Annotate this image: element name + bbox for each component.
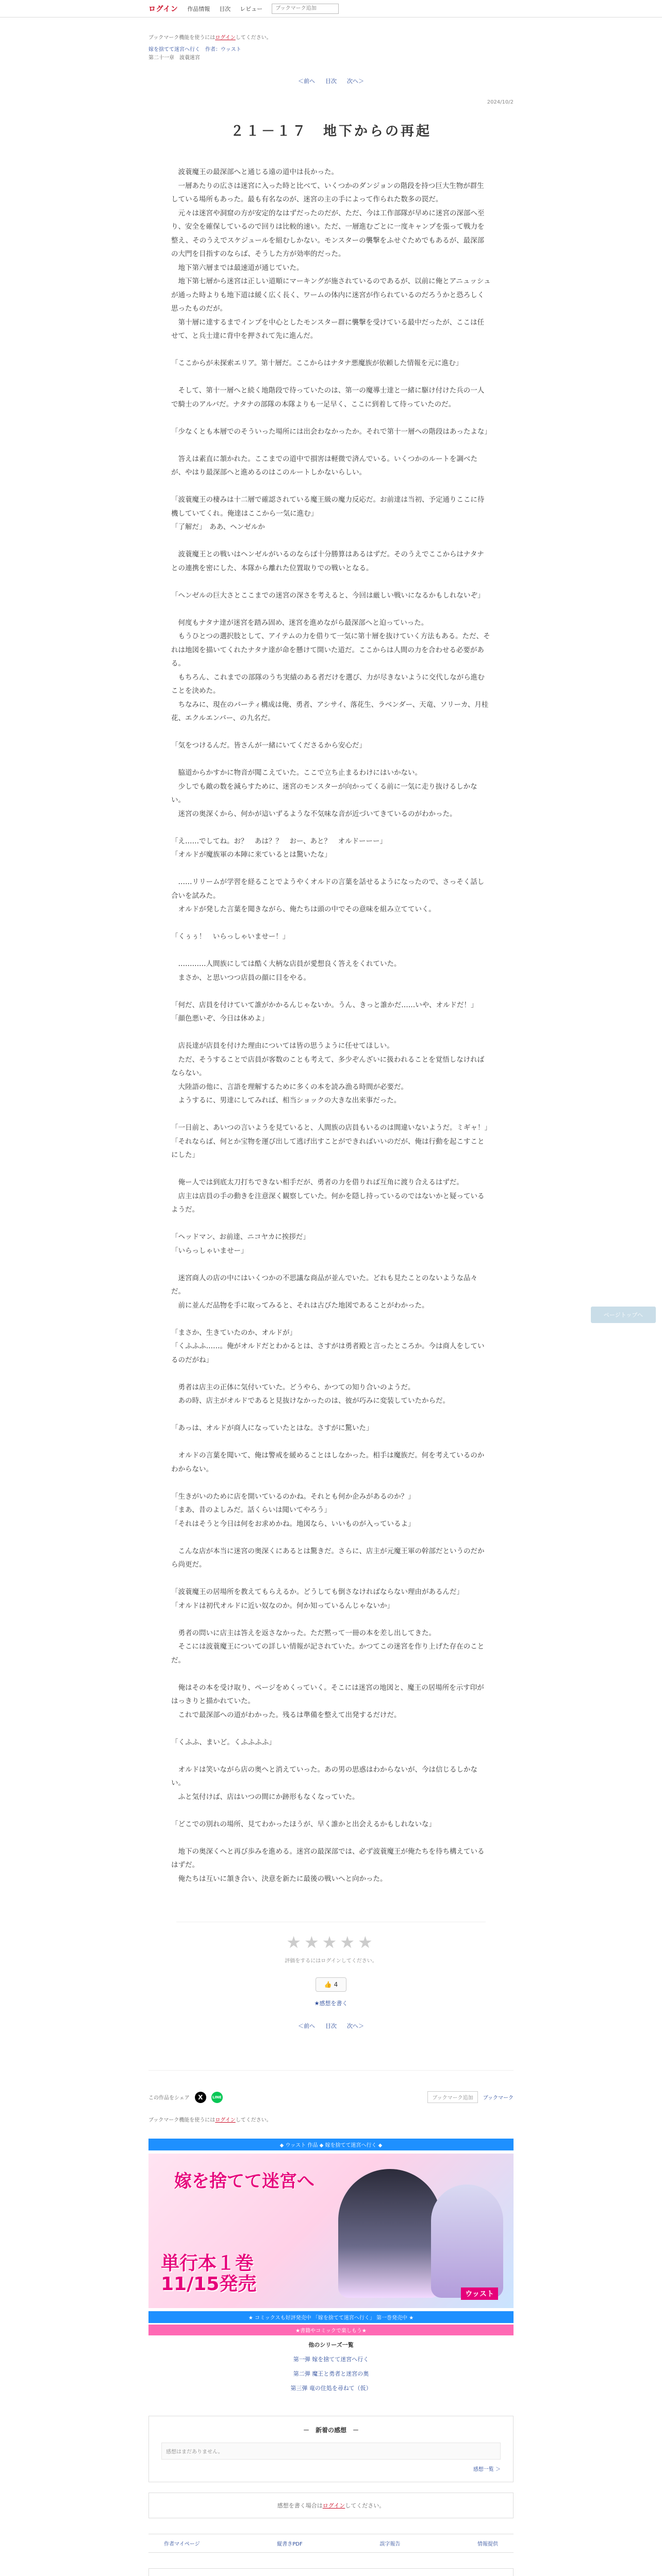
body-paragraph: 「くふふふ……。俺がオルドだとわかるとは、さすがは勇者殿と言ったところか。今は商人をしているのだがね」 [171,1342,485,1364]
body-paragraph [171,438,491,452]
body-paragraph: これで最深部への道がわかった。残るは準備を整えて出発するだけだ。 [171,1710,401,1719]
ad-badge-line1: 単行本１巻 [161,2253,254,2274]
login-notice [148,18,514,46]
body-paragraph: 「それはそうと今日は何をお求めかね。地図なら、いいものが入っているよ」 [171,1519,415,1528]
body-paragraph [171,1804,491,1818]
body-paragraph: 「波蓑魔王の棲みは十二層で確認されている魔王級の魔力反応だ。お前達は当初、予定通りここに待機していてくれ。俺達はここから一気に進む」 [171,496,485,518]
login-notice-bottom [148,2113,514,2128]
author-mypage-link[interactable]: 作者マイページ [164,2541,200,2547]
body-paragraph: 店主は店員の手の動きを注意深く観察していた。何かを隠し持っているのではないかと疑っているようだ。 [171,1192,485,1214]
body-paragraph: 「波蓑魔王の居場所を教えてもらえるか。どうしても倒さなければならない理由があるんだ」 [171,1588,464,1596]
body-paragraph: ただ、そうすることで店員が客数のことも考えて、多少ぞんざいに扱われることを覚悟しなければならない。 [171,1055,485,1077]
body-paragraph: 「それならば、何とか宝物を運び出して逃げ出すことができればいいのだが、俺は行動を起こすことにした」 [171,1137,485,1159]
review-prefix: 感想を書く場合は [277,2502,323,2509]
body-paragraph [171,753,491,767]
body-paragraph: …………人間族にしては酷く大柄な店員が愛想良く答えをくれていた。 [171,960,401,968]
x-share-icon[interactable]: X [195,2092,206,2103]
body-paragraph: 「あっは、オルドが商人になっていたとはな。さすがに驚いた」 [171,1424,373,1432]
typo-report-link[interactable]: 誤字報告 [379,2541,401,2547]
body-paragraph [171,370,491,384]
main-content [148,18,514,2576]
rating-area [176,1922,486,2007]
rating-note: 評価をするにはログインしてください。 [285,1958,377,1964]
body-paragraph: 「気をつけるんだ。皆さんが一緒にいてくださるから安心だ」 [171,741,366,750]
notice-box [148,2568,514,2576]
body-paragraph: 地下第七層から迷宮は正しい道順にマーキングが施されているのであるが、以前に俺とアニュッシュが通った時よりも地下道は緩く広く長く、ワームの体内に迷宮が作られているのだろうかと恐ろしく思ったものだが。 [171,277,491,313]
login-notice-suffix: してください。 [235,35,272,41]
body-paragraph: 波蓑魔王との戦いはヘンゼルがいるのならば十分勝算はあるはずだ。そのうえでここからはナタナとの連携を密にした、本隊から離れた位置取りでの戦いとなる。 [171,550,484,572]
bottom-nav [148,2534,514,2553]
vertical-pdf-link[interactable]: 縦書きPDF [277,2541,303,2547]
body-paragraph [171,1162,491,1176]
body-paragraph: もうひとつの選択肢として、アイテムの力を借りて一気に第十層を抜けていく方法もある。ただ、それは地図を描いてくれたナタナ達が命を懸けて開いた道だ。ここからは人間の力を合わせる必要がある。 [171,632,490,668]
top-pager [148,62,514,99]
nav-novel-info[interactable]: 作品情報 [187,5,210,12]
info-provide-link[interactable]: 情報提供 [477,2541,498,2547]
body-paragraph: オルドが発した言葉を聞きながら、俺たちは頭の中でその意味を組み立てていく。 [171,905,436,913]
login-link[interactable]: ログイン [215,35,236,41]
rating-stars[interactable]: ★★★★★ [286,1933,376,1952]
breadcrumb-title[interactable]: 嫁を捨てて迷宮へ行く 作者：ウッスト [148,47,241,53]
ad-character-illustration-2 [431,2184,503,2298]
review-suffix: してください。 [345,2502,385,2509]
body-paragraph: 「オルドが魔族軍の本陣に来ているとは驚いたな」 [171,851,332,859]
good-count: 4 [334,1981,338,1988]
next-link-bottom[interactable]: 次へ＞ [347,2023,364,2029]
body-paragraph [171,1613,491,1626]
ad-character-illustration [338,2169,441,2298]
body-paragraph [171,1367,491,1381]
body-paragraph: 元々は迷宮や洞窟の方が安定的なはずだったのだが、ただ、今は工作部隊が早めに迷宮の深部へ至り、安全を確保しているので回りは比較的速い。ただ、一層進むごとに一度キャンプを張って戦力を整え、そのうえでスケジュールを組むしかない。モンスターの襲撃をふせぐためでもあるが、最深部の大門を目指すのならば、そうした方が効率的だった。 [171,209,485,258]
body-paragraph [171,917,491,930]
body-paragraph: ちなみに、現在のパーティ構成は俺、勇者、アシサイ、落花生、ラベンダー、天竜、ソリーカ、月桂花、エクルエンバー、の九名だ。 [171,700,489,722]
body-paragraph [171,1531,491,1545]
body-paragraph [171,1435,491,1449]
book-ad-banner[interactable] [148,2154,514,2308]
body-paragraph: 「ここからが未探索エリア。第十層だ。ここからはナタナ悪魔族が依頼した情報を元に進む」 [171,359,463,367]
login-notice-suffix-bottom: してください。 [235,2117,272,2123]
body-paragraph [171,862,491,876]
breadcrumb-chapter: 第二十一章 波蓑迷宮 [148,55,200,61]
body-paragraph [171,1312,491,1326]
body-paragraph [171,1572,491,1586]
body-paragraph: 答えは素直に頷かれた。ここまでの道中で損害は軽微で済んでいる。いくつかのルートを調べたが、やはり最深部へと進めるのはこのルートしかないらしい。 [171,454,477,477]
prev-link[interactable]: ＜前へ [298,78,315,84]
series-link-3[interactable]: 第三弾 竜の住処を尋ねて（仮） [290,2385,372,2392]
series-link-1[interactable]: 第一弾 嫁を捨てて迷宮へ行く [293,2356,369,2363]
body-paragraph: 「くぅぅ！ いらっしゃいませー！」 [171,933,290,941]
series-link-2[interactable]: 第二弾 魔王と勇者と迷宮の奥 [293,2370,369,2377]
body-paragraph: 「くふふ、まいど。くふふふふ」 [171,1738,276,1747]
series-heading: 他のシリーズ一覧 [308,2342,354,2348]
toc-link-bottom[interactable]: 目次 [325,2023,337,2029]
body-paragraph: 「まあ、昔のよしみだ。話くらいは聞いてやろう」 [171,1506,331,1514]
ad-sub-bar[interactable]: ★書籍やコミックで楽しもう★ [148,2325,514,2335]
body-paragraph: 「生きがいのために店を開いているのかね。それとも何か企みがあるのか？」 [171,1492,415,1501]
impression-note: 感想はまだありません。 [161,2443,501,2460]
body-paragraph [171,1026,491,1040]
body-paragraph: 「オルドは初代オルドに近い奴なのか。何か知っているんじゃないか」 [171,1601,394,1610]
body-paragraph: 「ヘッドマン、お前達、ニコヤカに挨拶だ」 [171,1233,310,1241]
nav-review[interactable]: レビュー [240,5,263,12]
body-paragraph: そこには波蓑魔王についての詳しい情報が記されていた。かつてこの迷宮を作り上げた存在のことだ。 [171,1642,485,1665]
body-paragraph [171,1217,491,1231]
ad-badge-line2: 11/15発売 [161,2274,257,2295]
review-login-link[interactable]: ログイン [322,2502,345,2509]
body-paragraph: 「いらっしゃいませー」 [171,1246,248,1255]
body-paragraph: 俺はその本を受け取り、ページをめくっていく。そこには迷宮の地図と、魔王の居場所を示す印がはっきりと描かれていた。 [171,1683,484,1705]
body-paragraph: もちろん、これまでの部隊のうち実績のある者だけを選び、力が尽きないように交代しながら進むことを決めた。 [171,673,485,695]
body-paragraph: 地下の奥深くへと再び歩みを進める。迷宮の最深部では、必ず波蓑魔王が俺たちを待ち構えているはずだ。 [171,1847,485,1869]
body-paragraph: 何度もナタナ達が迷宮を踏み固め、迷宮を進めながら最深部へと迫っていった。 [171,618,428,627]
next-link[interactable]: 次へ＞ [347,78,364,84]
body-paragraph [171,1749,491,1763]
body-paragraph [171,1108,491,1122]
novel-body [171,165,491,1886]
ad-release-badge [161,2253,256,2295]
body-paragraph [171,343,491,357]
body-paragraph: ……リリームが学習を経ることでようやくオルドの言葉を話せるようになったので、さっそく話し合いを試みた。 [171,878,485,900]
body-paragraph [171,411,491,425]
bookmark-link[interactable]: ブックマーク [483,2095,514,2101]
body-paragraph: 俺ー人では到底太刀打ちできない相手だが、勇者の力を借りれば互角に渡り合えるはずだ。 [171,1178,464,1187]
body-paragraph: 少しでも敵の数を減らすために、迷宮のモンスターが向かってくる前に一気に走り抜けるしかない。 [171,782,477,804]
line-share-icon[interactable]: LINE [211,2092,223,2103]
login-link-bottom[interactable]: ログイン [215,2117,236,2123]
page-top-button[interactable]: ページトップへ [591,1307,656,1323]
login-notice-prefix-bottom: ブックマーク機能を使うには [148,2117,216,2123]
body-paragraph: 「了解だ」 ああ、ヘンゼルか [171,523,265,531]
post-date: 2024/10/2 [487,99,514,105]
ad-bottom-bar[interactable]: ★ コミックスも好評発売中 「嫁を捨てて迷宮へ行く」 第一巻発売中 ★ [148,2311,514,2323]
body-paragraph: 「何だ、店員を付けていて誰がかかるんじゃないか。うん、きっと誰かだ……いや、オルドだ！」 [171,1001,478,1009]
body-paragraph [171,821,491,835]
body-paragraph: 迷宮商人の店の中にはいくつかの不思議な商品が並んでいた。どれも見たことのないような品々だ。 [171,1274,477,1296]
body-paragraph [171,725,491,739]
ad-publisher: ウッスト [461,2287,498,2300]
nav-toc[interactable]: 目次 [219,5,231,12]
body-paragraph: 脇道からかすかに物音が聞こえていた。ここで立ち止まるわけにはいかない。 [171,769,422,777]
body-paragraph: あの時、店主がオルドであると見抜けなかったのは、彼が巧みに変装していたからだ。 [171,1397,450,1405]
body-paragraph [171,480,491,494]
good-button[interactable]: 👍 4 [316,1977,346,1992]
impression-box [148,2416,514,2482]
body-paragraph: 「どこでの別れの場所、見てわかったほうが、早く誰かと出会えるかもしれないな」 [171,1820,436,1828]
bookmark-add-button[interactable]: ブックマーク追加 [427,2091,477,2103]
ad-title: 嫁を捨てて迷宮へ [174,2171,315,2192]
body-paragraph: 店長達が店員を付けた理由については皆の思うように任せてほしい。 [171,1042,394,1050]
impression-list-link[interactable]: 感想一覧 ＞ [473,2467,501,2472]
body-paragraph: 大陸語の他に、言語を理解するために多くの本を読み漁る時間が必要だ。 [171,1082,408,1091]
ad-block [148,2139,514,2335]
body-paragraph: 迷宮の奥深くから、何かが這いずるような不気味な音が近づいてきているのがわかった。 [171,809,457,818]
body-paragraph [171,1667,491,1681]
body-paragraph [171,1831,491,1845]
body-paragraph: 一層あたりの広さは迷宮に入った時と比べて、いくつかのダンジョンの階段を持つ巨大生物が群生している場所もあった。最も有名なのが、迷宮の主の手によって作られた数多の罠だ。 [171,181,484,204]
body-paragraph: 波蓑魔王の最深部へと通じる遠の道中は長かった。 [171,168,338,176]
body-paragraph: 第十層に達するまでインプを中心としたモンスター群に襲撃を受けている最中だったが、ここは任せて、と兵士達に背中を押されて先に進んだ。 [171,318,485,340]
body-paragraph [171,575,491,589]
body-paragraph: そして、第十一層へと続く地階段で待っていたのは、第一の魔導士達と一緒に駆け付けた兵の一人で騎士のアルバだ。ナタナの部隊の本隊よりも一足早く、ここに到着して待っていたのだ。 [171,386,485,409]
share-row [148,2070,514,2113]
body-paragraph: オルドの言葉を聞いて、俺は警戒を緩めることはしなかった。相手は魔族だ。何を考えているのかわからない。 [171,1451,485,1473]
body-paragraph: 「一日前と、あいつの言いようを見ていると、人間族の店員もいるのは間違いないようだ。ミギャ！」 [171,1124,491,1132]
body-paragraph [171,985,491,998]
body-paragraph: 地下第六層までは最速道が通じていた。 [171,263,304,272]
prev-link-bottom[interactable]: ＜前へ [298,2023,315,2029]
bookmark-search-input[interactable] [272,4,339,14]
body-paragraph: こんな店が本当に迷宮の奥深くにあるとは驚きだ。さらに、店主が元魔王軍の幹部だというのだから尚更だ。 [171,1547,485,1569]
body-paragraph [171,1258,491,1272]
body-paragraph: 勇者は店主の正体に気付いていた。どうやら、かつての知り合いのようだ。 [171,1383,415,1392]
body-paragraph: 「少なくとも本層でのそういった場所には出会わなかったか。それで第十一層への階段はあったよな」 [171,427,491,436]
body-paragraph: ふと気付けば、店はいつの間にか跡形もなくなっていた。 [171,1792,359,1801]
review-box [148,2493,514,2518]
body-paragraph: 「ヘンゼルの巨大さとここまでの迷宮の深さを考えると、今回は厳しい戦いになるかもしれないぞ」 [171,591,485,600]
body-paragraph: オルドは笑いながら店の奥へと消えていった。あの男の思惑はわからないが、今は信じるしかない。 [171,1765,477,1787]
body-paragraph: 勇者の問いに店主は答えを返さなかった。ただ黙って一冊の本を差し出してきた。 [171,1629,436,1637]
site-logo[interactable]: ログイン [148,5,178,13]
body-paragraph: 「顔色悪いぞ、今日は休めよ」 [171,1014,269,1023]
site-header [0,0,662,18]
share-label: この作品をシェア [148,2095,190,2101]
toc-link[interactable]: 目次 [325,78,337,84]
body-paragraph: 「え……でしてね。お？ あは？？ おー、あと？ オルドーーー」 [171,837,387,845]
body-paragraph: 「まさか、生きていたのか、オルドが」 [171,1328,296,1337]
body-paragraph: まさか、と思いつつ店員の顔に目をやる。 [171,973,310,982]
body-paragraph [171,944,491,958]
body-paragraph [171,602,491,616]
body-paragraph: 前に並んだ品物を手に取ってみると、それは古びた地図であることがわかった。 [171,1301,429,1310]
body-paragraph [171,534,491,548]
body-paragraph [171,1408,491,1422]
body-paragraph [171,1476,491,1490]
episode-title: ２１－１７ 地下からの再起 [230,124,432,139]
body-paragraph: 俺たちは互いに頷き合い、決意を新たに最後の戦いへと向かった。 [171,1874,387,1883]
body-paragraph [171,1722,491,1736]
login-notice-prefix: ブックマーク機能を使うには [148,35,216,41]
body-paragraph: ようするに、男達にしてみれば、相当ショックの大きな出来事だった。 [171,1096,401,1105]
ad-top-bar[interactable]: ◆ ウッスト 作品 ◆ 嫁を捨てて迷宮へ行く ◆ [148,2139,514,2150]
bottom-pager [148,2007,514,2044]
write-impression-link[interactable]: ★感想を書く [314,2000,348,2007]
impression-heading: － 新着の感想 － [303,2427,359,2434]
